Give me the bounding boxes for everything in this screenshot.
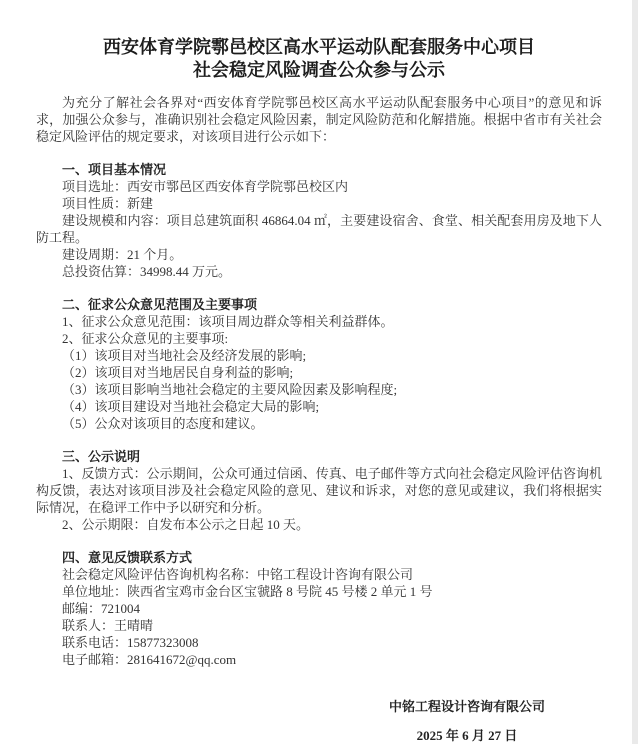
project-investment-line: 总投资估算：34998.44 万元。 <box>62 264 232 279</box>
opinion-scope-line: 1、征求公众意见范围：该项目周边群众等相关利益群体。 <box>62 314 394 329</box>
contact-email-line: 电子邮箱：281641672@qq.com <box>62 652 237 667</box>
project-nature-line: 项目性质：新建 <box>62 196 154 211</box>
document-title <box>36 36 602 82</box>
document-title-line2: 社会稳定风险调查公众参与公示 <box>193 60 445 80</box>
signature-date: 2025 年 6 月 27 日 <box>416 728 518 743</box>
section-project-basics <box>36 161 602 280</box>
section-contact-info <box>36 549 602 668</box>
project-location-line: 项目选址：西安市鄠邑区西安体育学院鄠邑校区内 <box>62 179 349 194</box>
section-opinion-scope <box>36 296 602 432</box>
signature-company: 中铭工程设计咨询有限公司 <box>388 699 545 714</box>
opinion-matters-line: 2、征求公众意见的主要事项: <box>62 331 229 346</box>
project-scale-line: 建设规模和内容：项目总建筑面积 46864.04 ㎡，主要建设宿舍、食堂、相关配套用房及地下人防工程。 <box>36 213 602 245</box>
postal-code-line: 邮编：721004 <box>62 601 141 616</box>
section-4-heading: 四、意见反馈联系方式 <box>62 550 193 565</box>
signature-block <box>332 698 602 744</box>
opinion-item-4: （4）该项目建设对当地社会稳定大局的影响; <box>62 399 320 414</box>
agency-name-line: 社会稳定风险评估咨询机构名称：中铭工程设计咨询有限公司 <box>62 567 414 582</box>
opinion-item-3: （3）该项目影响当地社会稳定的主要风险因素及影响程度; <box>62 382 398 397</box>
publicity-period-line: 2、公示期限：自发布本公示之日起 10 天。 <box>62 517 310 532</box>
opinion-item-1: （1）该项目对当地社会及经济发展的影响; <box>62 348 307 363</box>
contact-phone-line: 联系电话：15877323008 <box>62 635 199 650</box>
agency-address-line: 单位地址：陕西省宝鸡市金台区宝虢路 8 号院 45 号楼 2 单元 1 号 <box>62 584 433 599</box>
contact-person-line: 联系人：王晴晴 <box>62 618 154 633</box>
intro-paragraph: 为充分了解社会各界对“西安体育学院鄠邑校区高水平运动队配套服务中心项目”的意见和诉求，加强公众参与，准确识别社会稳定风险因素，制定风险防范和化解措施。根据中省市有关社会稳定风险评估的规定要求，对该项目进行公示如下： <box>36 95 602 144</box>
document-title-line1: 西安体育学院鄠邑校区高水平运动队配套服务中心项目 <box>103 37 535 57</box>
section-publicity-notes <box>36 448 602 533</box>
section-3-heading: 三、公示说明 <box>62 449 141 464</box>
section-1-heading: 一、项目基本情况 <box>62 162 167 177</box>
page-edge-strip <box>632 0 638 744</box>
project-duration-line: 建设周期：21 个月。 <box>62 247 183 262</box>
opinion-item-5: （5）公众对该项目的态度和建议。 <box>62 416 264 431</box>
feedback-method-line: 1、反馈方式：公示期间，公众可通过信函、传真、电子邮件等方式向社会稳定风险评估咨询机构反馈，表达对该项目涉及社会稳定风险的意见、建议和诉求，对您的意见或建议，我们将根据实际情况，在稳评工作中予以研究和分析。 <box>36 466 602 515</box>
opinion-item-2: （2）该项目对当地居民自身利益的影响; <box>62 365 294 380</box>
section-2-heading: 二、征求公众意见范围及主要事项 <box>62 297 258 312</box>
